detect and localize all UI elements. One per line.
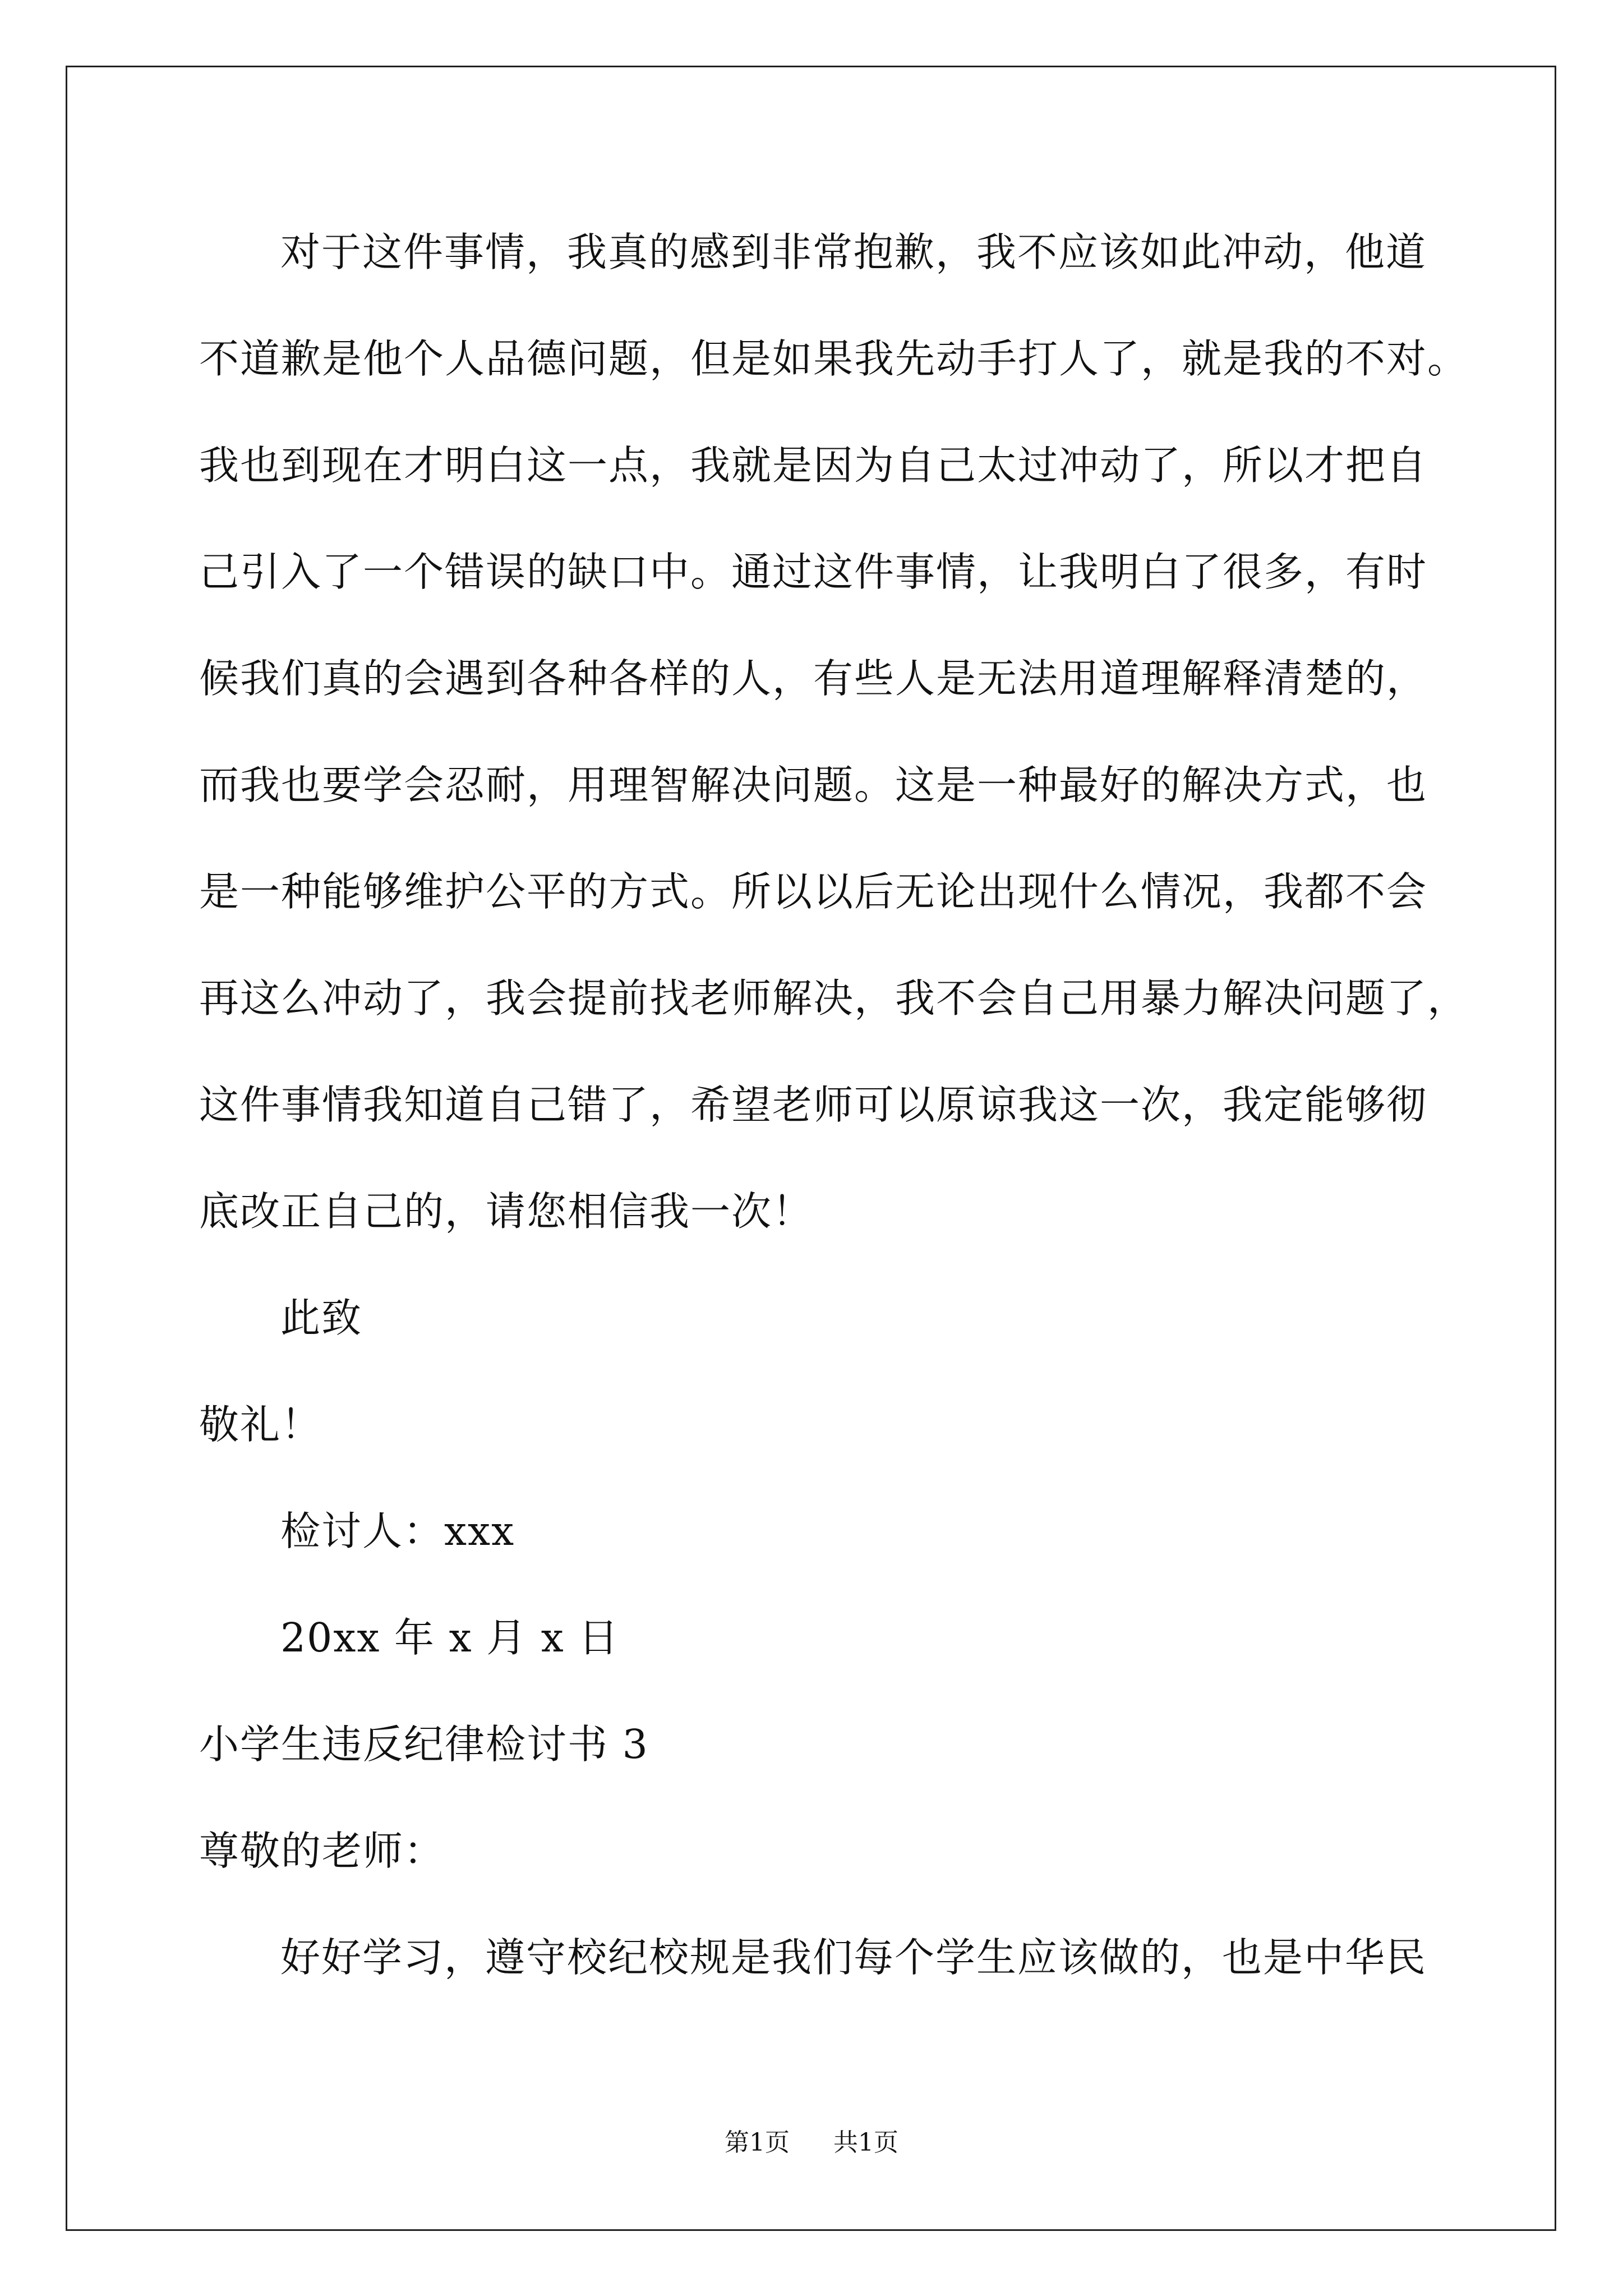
paragraph-line: 好好学习，遵守校纪校规是我们每个学生应该做的，也是中华民 bbox=[280, 1934, 1427, 1981]
paragraph-line: 己引入了一个错误的缺口中。通过这件事情，让我明白了很多，有时 bbox=[199, 549, 1428, 595]
closing-salutation: 此致 bbox=[280, 1295, 363, 1341]
paragraph-line: 候我们真的会遇到各种各样的人，有些人是无法用道理解释清楚的， bbox=[199, 655, 1428, 702]
paragraph-line: 是一种能够维护公平的方式。所以以后无论出现什么情况，我都不会 bbox=[199, 868, 1428, 915]
paragraph-line: 我也到现在才明白这一点，我就是因为自己太过冲动了，所以才把自 bbox=[199, 442, 1428, 489]
page-total: 共1页 bbox=[833, 2128, 898, 2157]
paragraph-line: 底改正自己的，请您相信我一次！ bbox=[199, 1188, 814, 1235]
signature-line: 检讨人：xxx bbox=[280, 1508, 515, 1554]
section-title: 小学生违反纪律检讨书 3 bbox=[199, 1721, 649, 1768]
paragraph-line: 再这么冲动了，我会提前找老师解决，我不会自己用暴力解决问题了， bbox=[199, 975, 1469, 1022]
document-body bbox=[199, 210, 1469, 2022]
date-line: 20xx 年 x 月 x 日 bbox=[280, 1614, 620, 1661]
closing-regards: 敬礼！ bbox=[199, 1401, 322, 1448]
paragraph-line: 这件事情我知道自己错了，希望老师可以原谅我这一次，我定能够彻 bbox=[199, 1082, 1428, 1128]
paragraph-line: 而我也要学会忍耐，用理智解决问题。这是一种最好的解决方式，也 bbox=[199, 762, 1428, 808]
paragraph-line: 不道歉是他个人品德问题，但是如果我先动手打人了，就是我的不对。 bbox=[199, 335, 1469, 382]
paragraph-line: 对于这件事情，我真的感到非常抱歉，我不应该如此冲动，他道 bbox=[280, 229, 1427, 275]
greeting: 尊敬的老师： bbox=[199, 1828, 445, 1874]
page-footer bbox=[0, 2126, 1623, 2160]
page-number: 第1页 bbox=[725, 2128, 790, 2157]
